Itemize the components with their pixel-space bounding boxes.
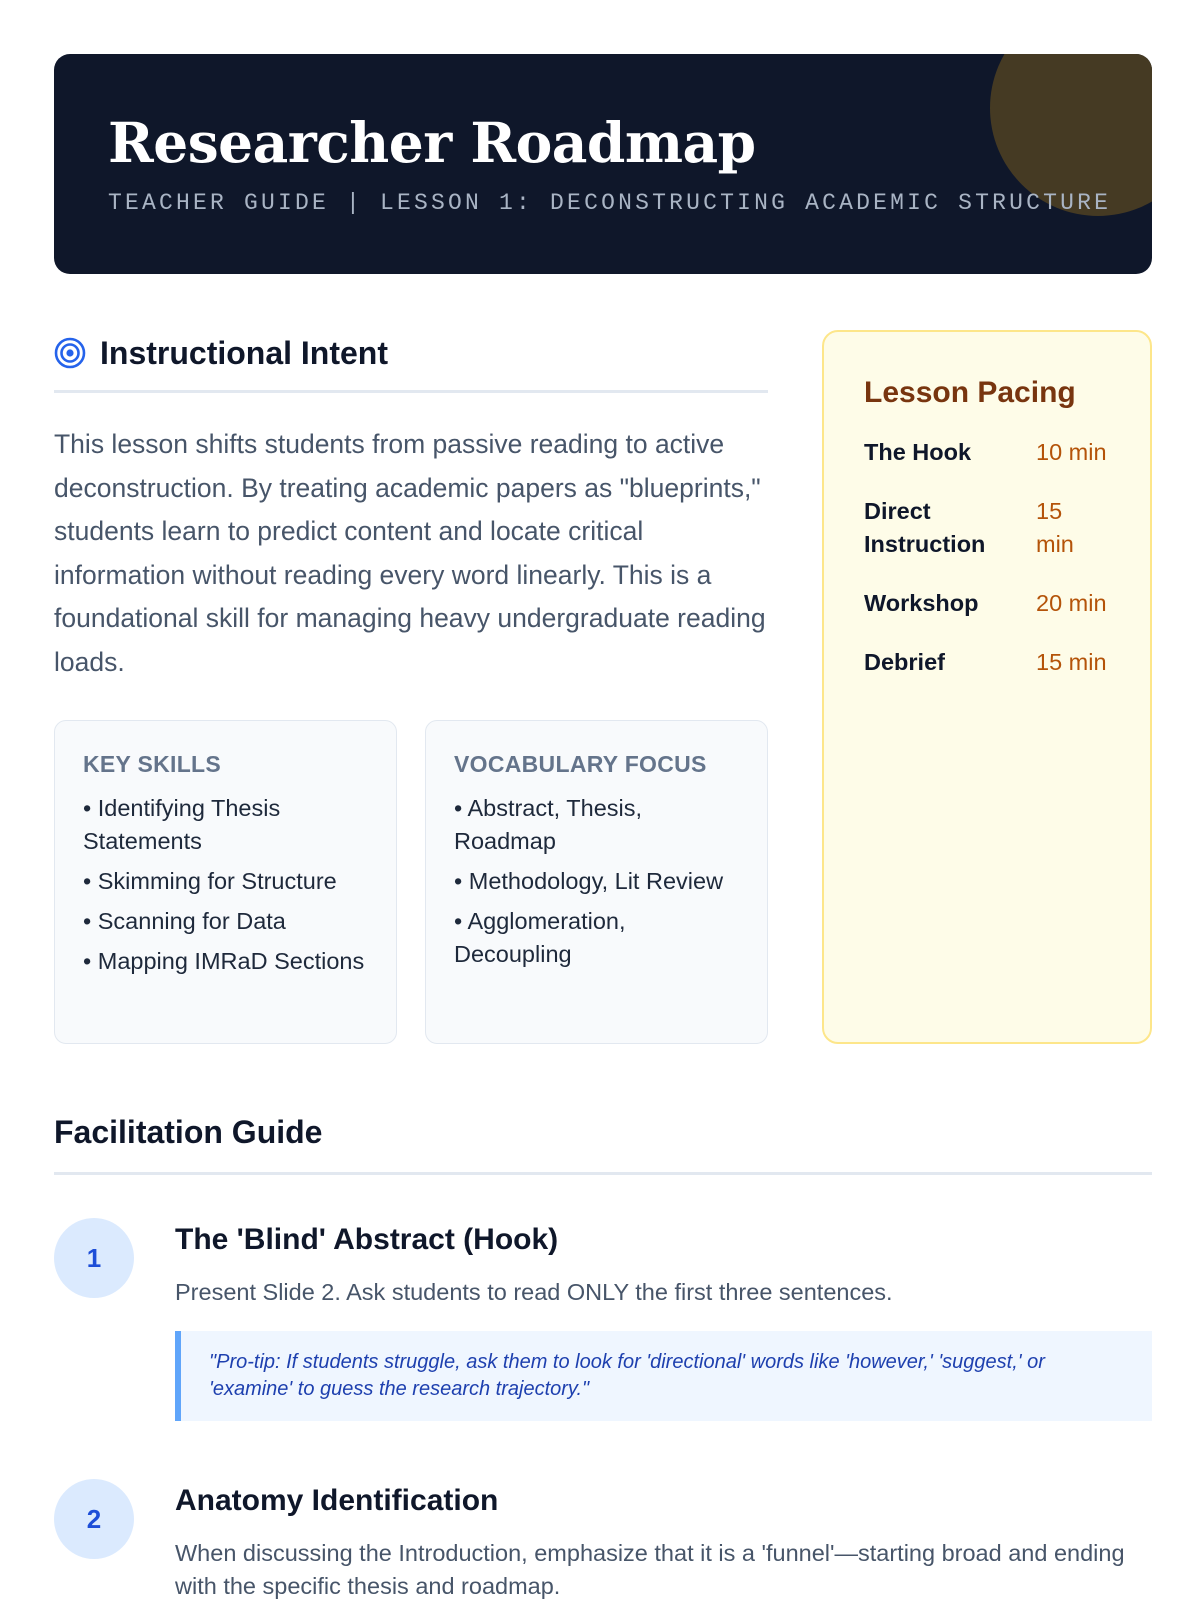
- skills-vocabulary-row: [54, 720, 768, 1044]
- vocabulary-focus-card: [425, 720, 768, 1044]
- key-skills-list: [83, 792, 368, 978]
- page-subtitle: TEACHER GUIDE | LESSON 1: DECONSTRUCTING ACADEMIC STRUCTURE: [108, 190, 1112, 216]
- instructional-intent-section: [54, 330, 768, 684]
- list-item: • Mapping IMRaD Sections: [83, 948, 365, 974]
- section-divider: [54, 1172, 1152, 1175]
- facilitation-guide-section: [54, 1114, 1152, 1175]
- page-header: [54, 54, 1152, 274]
- pacing-row-workshop: [864, 587, 1150, 620]
- step-title: The 'Blind' Abstract (Hook): [175, 1223, 559, 1256]
- step-content: [175, 1479, 1152, 1603]
- pacing-label: The Hook: [864, 439, 972, 465]
- vocabulary-focus-list: [454, 792, 739, 971]
- step-body: When discussing the Introduction, emphasize that it is a 'funnel'—starting broad and ending with the specific thesis and roadmap.: [175, 1540, 1125, 1599]
- target-icon: [54, 337, 86, 369]
- page-title: Researcher Roadmap: [108, 110, 756, 175]
- facilitation-guide-title: Facilitation Guide: [54, 1114, 323, 1150]
- list-item: • Abstract, Thesis, Roadmap: [454, 795, 643, 854]
- pro-tip-callout: "Pro-tip: If students struggle, ask them to look for 'directional' words like 'however,' 'suggest,' or 'examine' to guess the research trajectory.": [175, 1331, 1152, 1421]
- step-title: Anatomy Identification: [175, 1484, 499, 1517]
- step-number-badge: 2: [54, 1479, 134, 1559]
- pacing-label: Workshop: [864, 590, 979, 616]
- key-skills-title: KEY SKILLS: [83, 751, 222, 777]
- pacing-row-hook: [864, 436, 1150, 469]
- list-item: • Identifying Thesis Statements: [83, 795, 281, 854]
- instructional-intent-heading: [54, 330, 768, 376]
- step-body: Present Slide 2. Ask students to read ONLY the first three sentences.: [175, 1279, 893, 1305]
- instructional-intent-title: Instructional Intent: [100, 334, 388, 371]
- pacing-value: 15 min: [1036, 498, 1074, 557]
- list-item: • Scanning for Data: [83, 908, 286, 934]
- pacing-label: Direct Instruction: [864, 498, 986, 557]
- pacing-value: 10 min: [1036, 439, 1107, 465]
- instructional-intent-body: This lesson shifts students from passive reading to active deconstruction. By treating academic papers as "blueprints," students learn to predict content and locate critical information without reading every word linearly. This is a foundational skill for managing heavy undergraduate reading loads.: [54, 429, 766, 677]
- lesson-pacing-panel: [822, 330, 1152, 1044]
- section-divider: [54, 390, 768, 393]
- step-content: [175, 1218, 1152, 1421]
- lesson-pacing-title: Lesson Pacing: [864, 376, 1076, 409]
- pacing-label: Debrief: [864, 649, 945, 675]
- pacing-value: 15 min: [1036, 649, 1107, 675]
- list-item: • Agglomeration, Decoupling: [454, 908, 626, 967]
- pacing-value: 20 min: [1036, 590, 1107, 616]
- list-item: • Skimming for Structure: [83, 868, 337, 894]
- step-number-badge: 1: [54, 1218, 134, 1298]
- list-item: • Methodology, Lit Review: [454, 868, 724, 894]
- pacing-row-direct-instruction: [864, 495, 1150, 561]
- vocabulary-focus-title: VOCABULARY FOCUS: [454, 751, 707, 777]
- key-skills-card: [54, 720, 397, 1044]
- pacing-row-debrief: [864, 646, 1150, 679]
